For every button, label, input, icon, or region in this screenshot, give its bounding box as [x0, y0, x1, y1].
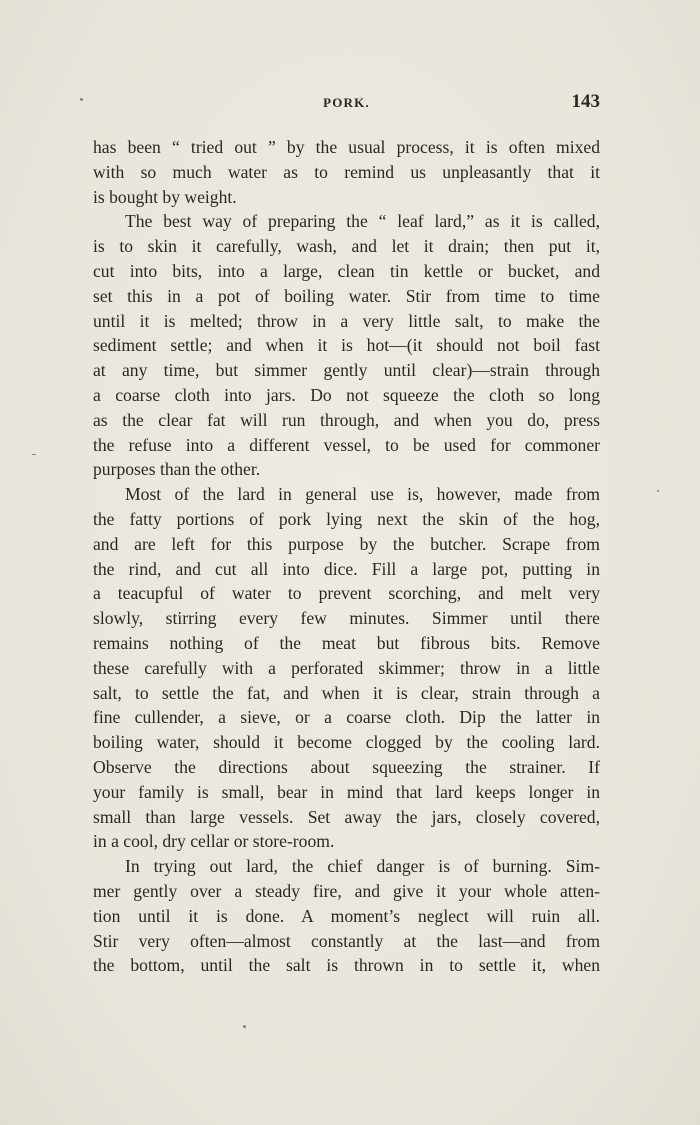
body-text — [93, 135, 600, 978]
text-line: Observe the directions about squeezing the strainer. If — [93, 756, 600, 777]
text-line: is to skin it carefully, wash, and let it drain; then put it, — [93, 236, 600, 257]
text-line: until it is melted; throw in a very little salt, to make the — [93, 310, 600, 331]
text-line: sediment settle; and when it is hot—(it should not boil fast — [93, 335, 600, 356]
text-line: a coarse cloth into jars. Do not squeeze the cloth so long — [93, 384, 600, 405]
text-line: small than large vessels. Set away the jars, closely covered, — [93, 806, 600, 827]
paper-speck — [657, 490, 659, 492]
text-line: is bought by weight. — [93, 186, 237, 207]
text-line: Most of the lard in general use is, however, made from — [125, 484, 600, 505]
text-line: your family is small, bear in mind that lard keeps longer in — [93, 781, 600, 802]
text-line: in a cool, dry cellar or store-room. — [93, 831, 335, 852]
running-head: PORK. — [323, 95, 370, 110]
text-line: salt, to settle the fat, and when it is clear, strain through a — [93, 682, 600, 703]
text-line: cut into bits, into a large, clean tin kettle or bucket, and — [93, 260, 600, 281]
page-number: 143 — [571, 91, 600, 112]
text-line: the rind, and cut all into dice. Fill a large pot, putting in — [93, 558, 600, 579]
page-header — [93, 92, 600, 116]
text-line: at any time, but simmer gently until clear)—strain through — [93, 360, 600, 381]
text-line: as the clear fat will run through, and when you do, press — [93, 409, 600, 430]
text-line: mer gently over a steady fire, and give it your whole atten- — [93, 880, 600, 901]
paper-speck — [32, 454, 36, 455]
text-line: and are left for this purpose by the butcher. Scrape from — [93, 533, 600, 554]
text-line: set this in a pot of boiling water. Stir from time to time — [93, 285, 600, 306]
text-line: these carefully with a perforated skimmer; throw in a little — [93, 657, 600, 678]
text-line: fine cullender, a sieve, or a coarse cloth. Dip the latter in — [93, 707, 600, 728]
text-line: In trying out lard, the chief danger is of burning. Sim- — [125, 856, 600, 877]
text-line: boiling water, should it become clogged by the cooling lard. — [93, 732, 600, 753]
text-line: The best way of preparing the “ leaf lard,” as it is called, — [125, 211, 600, 232]
text-line: the fatty portions of pork lying next the skin of the hog, — [93, 508, 600, 529]
text-line: a teacupful of water to prevent scorching, and melt very — [93, 583, 600, 604]
text-line: tion until it is done. A moment’s neglect will ruin all. — [93, 905, 600, 926]
text-line: with so much water as to remind us unpleasantly that it — [93, 161, 600, 182]
paper-speck — [80, 98, 83, 101]
text-line: the refuse into a different vessel, to be used for commoner — [93, 434, 600, 455]
text-line: Stir very often—almost constantly at the last—and from — [93, 930, 600, 951]
paper-speck — [243, 1025, 246, 1028]
text-line: purposes than the other. — [93, 459, 261, 480]
text-line: has been “ tried out ” by the usual process, it is often mixed — [93, 137, 600, 157]
text-line: remains nothing of the meat but fibrous bits. Remove — [93, 632, 600, 653]
text-line: the bottom, until the salt is thrown in to settle it, when — [93, 955, 600, 976]
text-line: slowly, stirring every few minutes. Simmer until there — [93, 608, 600, 629]
